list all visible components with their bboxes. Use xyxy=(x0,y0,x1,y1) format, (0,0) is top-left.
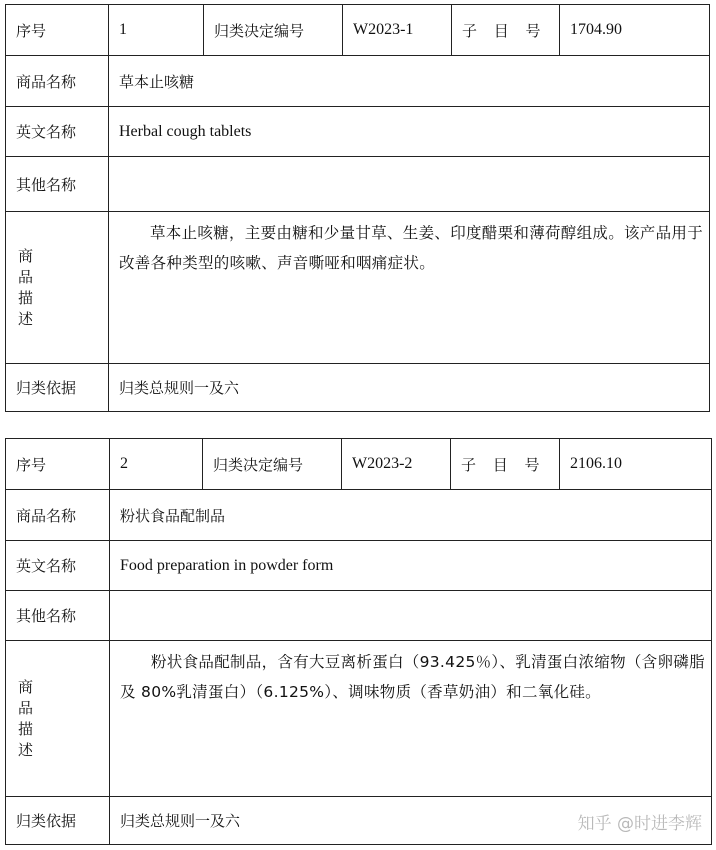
description-label-char: 述 xyxy=(18,309,34,328)
description-cell xyxy=(110,641,712,797)
product-name-label: 商品名称 xyxy=(6,56,109,107)
subheading-label: 子 目 号 xyxy=(452,5,560,56)
decision-no-value: W2023-1 xyxy=(343,5,452,56)
other-name-value xyxy=(109,157,710,212)
description-label-char: 商 xyxy=(18,677,34,696)
product-name-value: 草本止咳糖 xyxy=(109,56,710,107)
description-label xyxy=(6,641,110,797)
other-name-label: 其他名称 xyxy=(6,157,109,212)
description-text: 粉状食品配制品，含有大豆离析蛋白（93.425％）、乳清蛋白浓缩物（含卵磷脂及 80%乳清蛋白）（6.125%）、调味物质（香草奶油）和二氧化硅。 xyxy=(120,653,705,701)
english-name-value: Food preparation in powder form xyxy=(110,541,712,591)
seq-label: 序号 xyxy=(6,439,110,490)
description-label-char: 描 xyxy=(18,288,34,307)
description-label-char: 品 xyxy=(18,698,34,717)
description-label-char: 描 xyxy=(18,719,34,738)
product-name-value: 粉状食品配制品 xyxy=(110,490,712,541)
description-label-char: 商 xyxy=(18,246,34,265)
watermark: 知乎 @时进李辉 xyxy=(577,814,702,834)
seq-value: 1 xyxy=(109,5,204,56)
classification-table-2 xyxy=(5,438,712,845)
seq-value: 2 xyxy=(110,439,203,490)
basis-label: 归类依据 xyxy=(6,364,109,412)
subheading-label: 子 目 号 xyxy=(451,439,560,490)
decision-no-label: 归类决定编号 xyxy=(204,5,343,56)
other-name-value xyxy=(110,591,712,641)
description-text: 草本止咳糖，主要由糖和少量甘草、生姜、印度醋栗和薄荷醇组成。该产品用于改善各种类型的咳嗽、声音嘶哑和咽痛症状。 xyxy=(119,224,704,272)
english-name-value: Herbal cough tablets xyxy=(109,107,710,157)
description-label-char: 品 xyxy=(18,267,34,286)
description-label-char: 述 xyxy=(18,740,34,759)
classification-table-1 xyxy=(5,4,710,412)
description-label xyxy=(6,212,109,364)
decision-no-value: W2023-2 xyxy=(342,439,451,490)
basis-value: 归类总规则一及六 xyxy=(110,797,712,845)
subheading-value: 1704.90 xyxy=(560,5,710,56)
basis-value: 归类总规则一及六 xyxy=(109,364,710,412)
product-name-label: 商品名称 xyxy=(6,490,110,541)
description-cell xyxy=(109,212,710,364)
english-name-label: 英文名称 xyxy=(6,541,110,591)
seq-label: 序号 xyxy=(6,5,109,56)
other-name-label: 其他名称 xyxy=(6,591,110,641)
english-name-label: 英文名称 xyxy=(6,107,109,157)
subheading-value: 2106.10 xyxy=(560,439,712,490)
decision-no-label: 归类决定编号 xyxy=(203,439,342,490)
basis-label: 归类依据 xyxy=(6,797,110,845)
